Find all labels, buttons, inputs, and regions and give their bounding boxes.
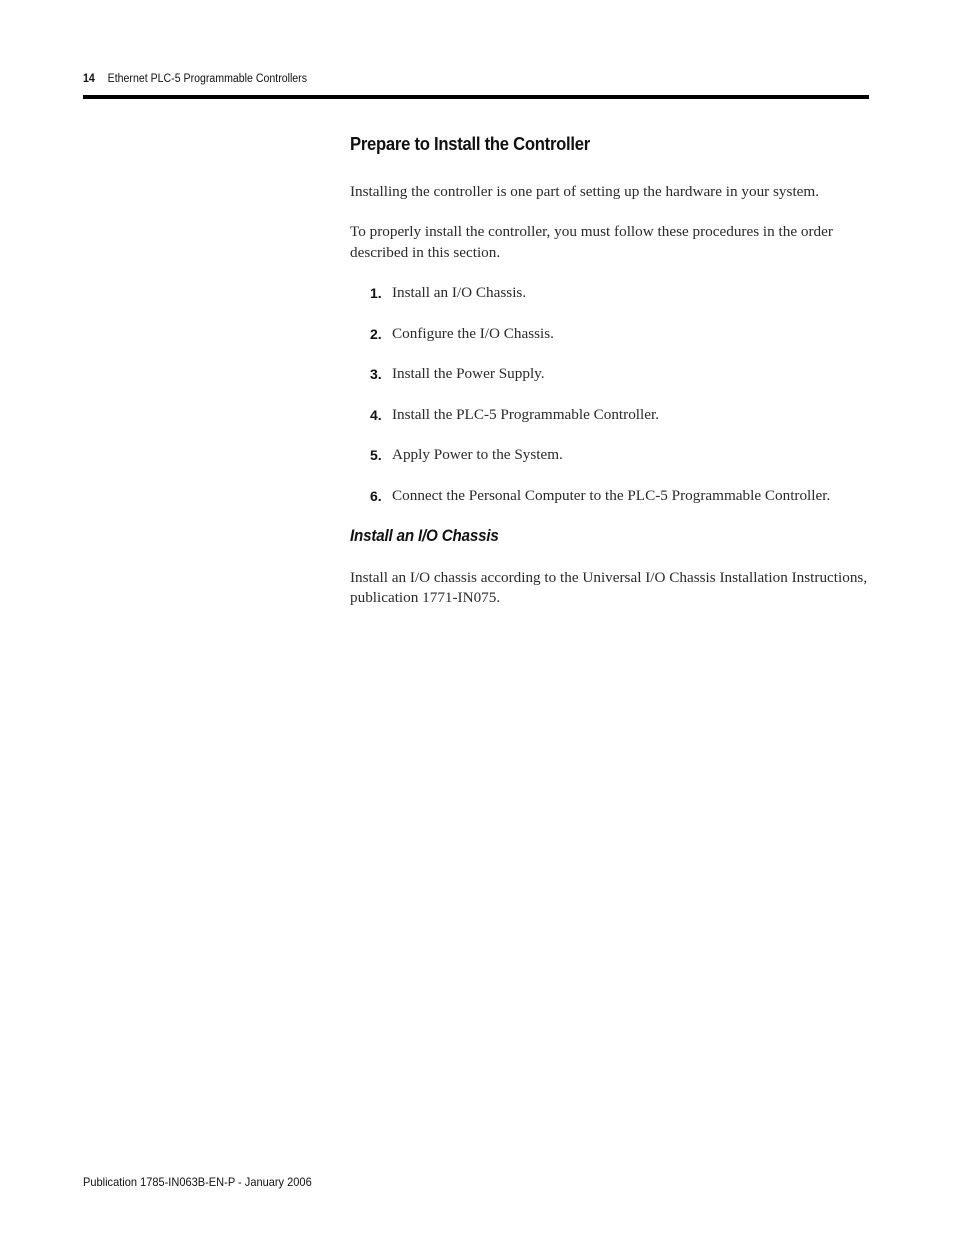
step-number: 1.: [370, 285, 382, 301]
procedure-list: [350, 283, 870, 506]
section-title: Prepare to Install the Controller: [350, 133, 590, 154]
main-content: [350, 134, 870, 629]
running-title: Ethernet PLC-5 Programmable Controllers: [107, 73, 308, 85]
step-number: 4.: [370, 406, 382, 423]
step-number: 6.: [370, 487, 382, 504]
instruction-paragraph: To properly install the controller, you must follow these procedures in the order described in this section.: [350, 223, 833, 261]
step-text: Install the PLC-5 Programmable Controller.: [392, 405, 660, 423]
step-text: Install the Power Supply.: [392, 365, 545, 382]
header-divider: [83, 95, 869, 99]
list-item: [370, 364, 870, 385]
list-item: [370, 405, 870, 426]
step-text: Connect the Personal Computer to the PLC-5 Programmable Controller.: [392, 486, 831, 504]
step-text: Configure the I/O Chassis.: [392, 324, 554, 342]
step-number: 5.: [370, 447, 382, 463]
step-number: 2.: [370, 325, 382, 342]
list-item: [370, 445, 870, 466]
step-text: Install an I/O Chassis.: [392, 284, 527, 301]
subsection-paragraph: Install an I/O chassis according to the Universal I/O Chassis Installation Instructions, publication 1771-IN075.: [350, 568, 868, 606]
step-text: Apply Power to the System.: [392, 446, 563, 463]
list-item: [370, 283, 870, 304]
step-number: 3.: [370, 366, 382, 382]
intro-paragraph: Installing the controller is one part of setting up the hardware in your system.: [350, 182, 820, 200]
page-footer: Publication 1785-IN063B-EN-P - January 2006: [83, 1175, 312, 1189]
subsection-title: Install an I/O Chassis: [350, 527, 499, 545]
list-item: [370, 486, 870, 507]
page-header: [83, 73, 806, 91]
list-item: [370, 324, 870, 345]
page-number: 14: [83, 73, 95, 85]
